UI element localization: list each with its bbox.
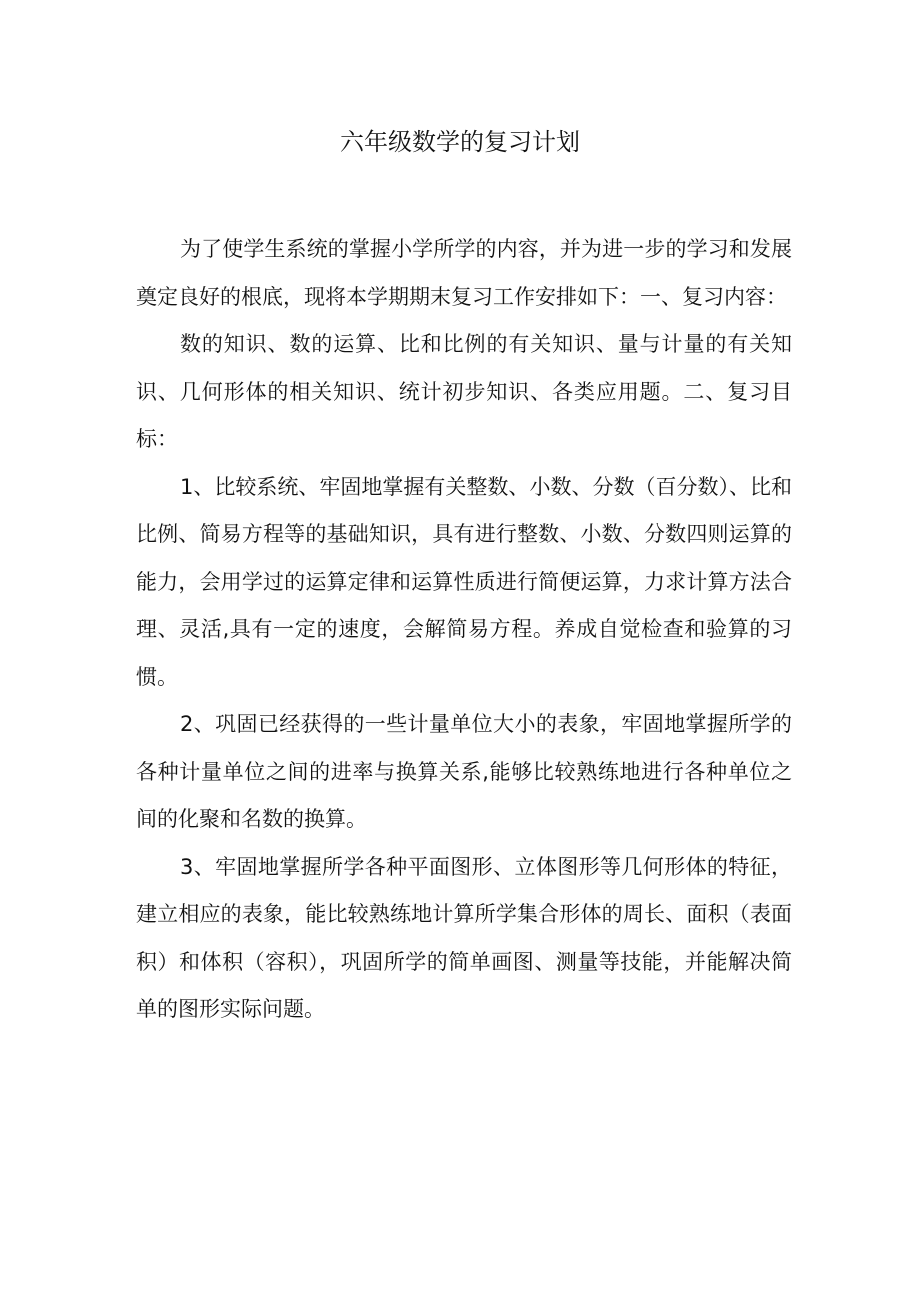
document-body xyxy=(136,226,792,1034)
paragraph-goal-2: 2、巩固已经获得的一些计量单位大小的表象，牢固地掌握所学的各种计量单位之间的进率与换算关系,能够比较熟练地进行各种单位之间的化聚和名数的换算。 xyxy=(136,712,792,831)
paragraph-intro: 为了使学生系统的掌握小学所学的内容，并为进一步的学习和发展奠定良好的根底，现将本学期期末复习工作安排如下：一、复习内容： xyxy=(136,237,792,309)
paragraph-review-content: 数的知识、数的运算、比和比例的有关知识、量与计量的有关知识、几何形体的相关知识、统计初步知识、各类应用题。二、复习目标： xyxy=(136,332,792,451)
document-title: 六年级数学的复习计划 xyxy=(340,128,580,156)
paragraph-goal-3: 3、牢固地掌握所学各种平面图形、立体图形等几何形体的特征，建立相应的表象，能比较熟练地计算所学集合形体的周长、面积（表面积）和体积（容积），巩固所学的简单画图、测量等技能，并能解决简单的图形实际问题。 xyxy=(136,854,792,1021)
paragraph-goal-1: 1、比较系统、牢固地掌握有关整数、小数、分数（百分数）、比和比例、简易方程等的基础知识，具有进行整数、小数、分数四则运算的能力，会用学过的运算定律和运算性质进行简便运算，力求计算方法合理、灵活,具有一定的速度，会解简易方程。养成自觉检查和验算的习惯。 xyxy=(136,474,792,689)
